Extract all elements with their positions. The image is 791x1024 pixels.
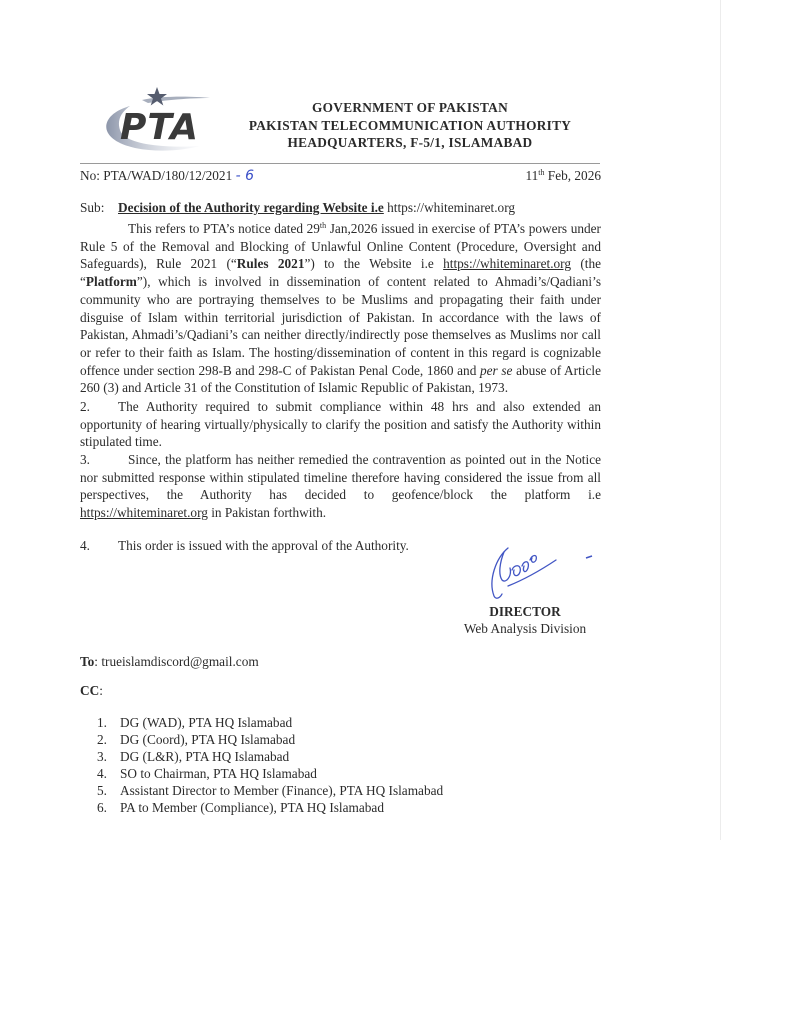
- pta-logo: [90, 84, 245, 154]
- signature-icon: [478, 540, 608, 602]
- subject-url: https://whiteminaret.org: [383, 200, 516, 215]
- cc-item: 3. DG (L&R), PTA HQ Islamabad: [97, 748, 290, 764]
- paragraph-number: 4.: [80, 538, 90, 553]
- pta-logo-icon: [90, 84, 245, 154]
- cc-item: 1. DG (WAD), PTA HQ Islamabad: [97, 715, 293, 730]
- handwritten-signature: [478, 540, 608, 602]
- svg-text:PTA: PTA: [120, 107, 200, 148]
- scan-page-edge: [720, 0, 721, 840]
- cc-item: 5. Assistant Director to Member (Finance), PTA HQ Islamabad: [97, 782, 444, 798]
- cc-list: [97, 715, 443, 816]
- cc-label: CC:: [80, 683, 103, 698]
- header-rule: [80, 163, 600, 164]
- cc-item: 6. PA to Member (Compliance), PTA HQ Islamabad: [97, 799, 384, 815]
- cc-item: 4. SO to Chairman, PTA HQ Islamabad: [97, 765, 317, 781]
- letterhead-address: HEADQUARTERS, F-5/1, ISLAMABAD: [287, 135, 533, 150]
- paragraph-number: 2.: [80, 399, 90, 414]
- letter-date: 11th Feb, 2026: [525, 168, 601, 183]
- letterhead-government: GOVERNMENT OF PAKISTAN: [312, 100, 508, 115]
- website-link[interactable]: https://whiteminaret.org: [443, 256, 572, 272]
- recipient-line: [80, 653, 259, 670]
- letterhead: [230, 99, 590, 152]
- cc-item: 2. DG (Coord), PTA HQ Islamabad: [97, 731, 296, 747]
- letterhead-authority: PAKISTAN TELECOMMUNICATION AUTHORITY: [248, 117, 572, 133]
- subject-line: [80, 199, 601, 216]
- recipient-label: To: [80, 654, 95, 669]
- subject-title: Decision of the Authority regarding Website i.e: [118, 200, 384, 215]
- paragraph-number: 3.: [80, 452, 90, 467]
- reference-line: [80, 167, 601, 185]
- paragraph-1: This refers to PTA’s notice dated 29th Jan,2026 issued in exercise of PTA’s powers under Rule 5 of the Removal and Blocking of Unlawful Online Content (Procedure, Oversight and Safeguards), Rule 2021 (“Rules 2021”) to the Website i.e https://whiteminaret.org (the “Platform”), which is involved in dissemination of content related to Ahmadi’s/Qadiani’s community who are portraying themselves to be Muslims and propagating their faith under disguise of Islam within territorial jurisdiction of Pakistan. In accordance with the laws of Pakistan, Ahmadi’s/Qadiani’s can neither directly/indirectly pose themselves as Muslims nor call or refer to their faith as Islam. The hosting/dissemination of content in this regard is cognizable offence under section 298-B and 298-C of Pakistan Penal Code, 1860 and per se abuse of Article 260 (3) and Article 31 of the Constitution of Islamic Republic of Pakistan, 1973.: [80, 221, 601, 396]
- subject-label: Sub:: [80, 200, 105, 215]
- signatory-division: Web Analysis Division: [463, 621, 587, 636]
- reference-number: No: PTA/WAD/180/12/2021: [80, 168, 233, 183]
- website-link[interactable]: https://whiteminaret.org: [80, 505, 208, 521]
- recipient-email[interactable]: : trueislamdiscord@gmail.com: [94, 654, 259, 669]
- paragraph-3: 3. Since, the platform has neither remedied the contravention as pointed out in the Notice nor submitted response within stipulated timeline therefore having considered the issue from all perspectives, the Authority has decided to geofence/block the platform i.e https://whiteminaret.org in Pakistan forthwith.: [80, 452, 601, 521]
- paragraph-2: 2. The Authority required to submit compliance within 48 hrs and also extended an opportunity of hearing virtually/physically to clarify the position and satisfy the Authority within stipulated time.: [80, 399, 601, 450]
- paragraph-4: 4. This order is issued with the approval of the Authority.: [80, 538, 409, 553]
- signature-block: [440, 603, 610, 637]
- signatory-title: DIRECTOR: [489, 604, 561, 619]
- handwritten-annotation: - 6: [235, 168, 254, 184]
